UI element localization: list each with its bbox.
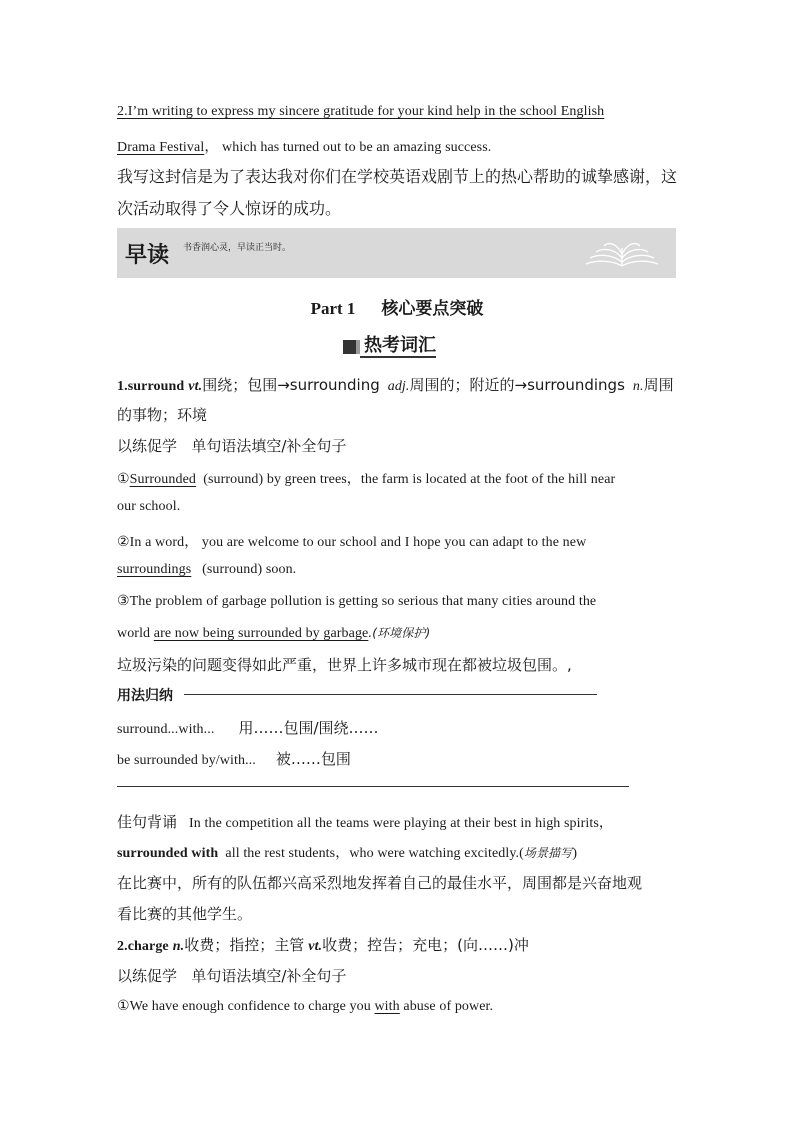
item1-pos: vt. xyxy=(188,379,203,394)
item1-def2: 周围的；附近的→surroundings xyxy=(409,376,625,394)
part-label: Part 1 xyxy=(310,299,356,318)
item1-ex3-note: .(环境保护) xyxy=(368,626,431,640)
item1-ex3-answer: are now being surrounded by garbage xyxy=(153,626,369,641)
intro-en-text-1: 2.I’m writing to express my sincere gratitude for your kind help in the school English xyxy=(117,104,605,119)
item2-def1: 收费；指控；主管 xyxy=(184,936,305,954)
usage2-zh: 被……包围 xyxy=(275,750,351,768)
part-title: 核心要点突破 xyxy=(381,299,484,319)
intro-underlined-phrase: Drama Festival xyxy=(117,140,205,155)
item1-word: 1.surround xyxy=(117,379,185,394)
item2-practice-label: 以练促学 xyxy=(117,967,178,985)
usage-heading: 用法归纳 xyxy=(117,688,173,704)
item2-pos: n. xyxy=(172,939,185,954)
good-sentence-line-2 xyxy=(117,842,676,862)
item2-def2: 收费；控告；充电；(向……)冲 xyxy=(322,936,529,954)
usage-top-rule xyxy=(184,694,597,695)
item1-definition-line-2: 的事物；环境 xyxy=(117,406,208,424)
item1-ex1-text: (surround) by green trees，the farm is located at the foot of the hill near xyxy=(203,472,616,487)
banner-subtitle: 书香润心灵，早读正当时。 xyxy=(183,243,292,253)
good-sentence-text-2: all the rest students，who were watching excitedly.( xyxy=(225,846,524,861)
item1-ex2-text: (surround) soon. xyxy=(202,562,297,577)
item2-ex1-line xyxy=(117,998,676,1015)
good-sentence-line-1 xyxy=(117,811,676,832)
item1-pos2: adj. xyxy=(387,379,410,394)
item2-practice-task: 单句语法填空/补全句子 xyxy=(191,967,347,985)
banner-title: 早读 xyxy=(125,243,170,268)
morning-reading-banner xyxy=(117,228,676,278)
item1-pos3: n. xyxy=(632,379,644,394)
good-sentence-bold: surrounded with xyxy=(117,846,219,861)
good-sentence-close: ) xyxy=(572,846,578,861)
section-heading xyxy=(343,336,436,358)
usage1-zh: 用……包围/围绕…… xyxy=(238,719,379,737)
item1-definition-line-1 xyxy=(117,374,676,395)
item1-ex1-line-1: ①Surrounded (surround) by green trees，the farm is located at the foot of the hill near xyxy=(117,472,616,487)
intro-zh-line-2: 次活动取得了令人惊讶的成功。 xyxy=(117,199,342,218)
item2-practice-heading xyxy=(117,965,676,986)
item1-ex1-answer: Surrounded xyxy=(129,472,196,487)
intro-zh-line-1: 我写这封信是为了表达我对你们在学校英语戏剧节上的热心帮助的诚挚感谢，这 xyxy=(117,167,678,186)
usage2-en: be surrounded by/with... xyxy=(117,753,256,768)
item1-ex1-line-2: our school. xyxy=(117,499,181,514)
item2-pos2: vt. xyxy=(308,939,323,954)
item1-ex3-prefix: world xyxy=(117,626,151,641)
usage-row-1 xyxy=(117,717,676,738)
section-marker-icon xyxy=(343,340,356,354)
open-book-icon xyxy=(582,236,662,270)
item2-ex1-answer: with xyxy=(374,999,400,1014)
item1-ex2-answer: surroundings xyxy=(117,562,192,577)
practice-task: 单句语法填空/补全句子 xyxy=(191,437,347,455)
item1-ex2-line-1: ②In a word， you are welcome to our school and I hope you can adapt to the new xyxy=(117,535,587,550)
good-sentence-zh-2: 看比赛的其他学生。 xyxy=(117,905,253,923)
usage1-en: surround...with... xyxy=(117,722,215,737)
usage-bottom-rule xyxy=(117,786,629,787)
item1-practice-heading xyxy=(117,435,676,456)
intro-en-line-1 xyxy=(117,104,676,120)
item1-ex2-line-2 xyxy=(117,562,676,578)
item1-ex3-line-1: ③The problem of garbage pollution is getting so serious that many cities around the xyxy=(117,594,597,609)
usage-row-2 xyxy=(117,748,676,769)
item2-ex1-text: abuse of power. xyxy=(403,999,494,1014)
item2-ex1-prefix: ①We have enough confidence to charge you xyxy=(117,999,371,1014)
item1-ex3-translation: 垃圾污染的问题变得如此严重，世界上许多城市现在都被垃圾包围。, xyxy=(117,656,572,674)
item1-def3: 周围 xyxy=(643,376,674,394)
good-sentence-label: 佳句背诵 xyxy=(117,813,178,831)
item1-ex3-line-2 xyxy=(117,624,676,642)
intro-en-text-2: ， which has turned out to be an amazing success. xyxy=(204,140,492,155)
intro-en-line-2 xyxy=(117,136,676,156)
section-title: 热考词汇 xyxy=(360,336,436,358)
part-heading xyxy=(0,294,794,319)
item2-word: 2.charge xyxy=(117,939,169,954)
item2-definition-line xyxy=(117,934,676,955)
item1-def1: 围绕；包围→surrounding xyxy=(202,376,380,394)
practice-label: 以练促学 xyxy=(117,437,178,455)
good-sentence-text-1: In the competition all the teams were playing at their best in high spirits， xyxy=(189,816,614,831)
good-sentence-zh-1: 在比赛中，所有的队伍都兴高采烈地发挥着自己的最佳水平，周围都是兴奋地观 xyxy=(117,874,643,892)
good-sentence-note: 场景描写 xyxy=(523,846,573,860)
